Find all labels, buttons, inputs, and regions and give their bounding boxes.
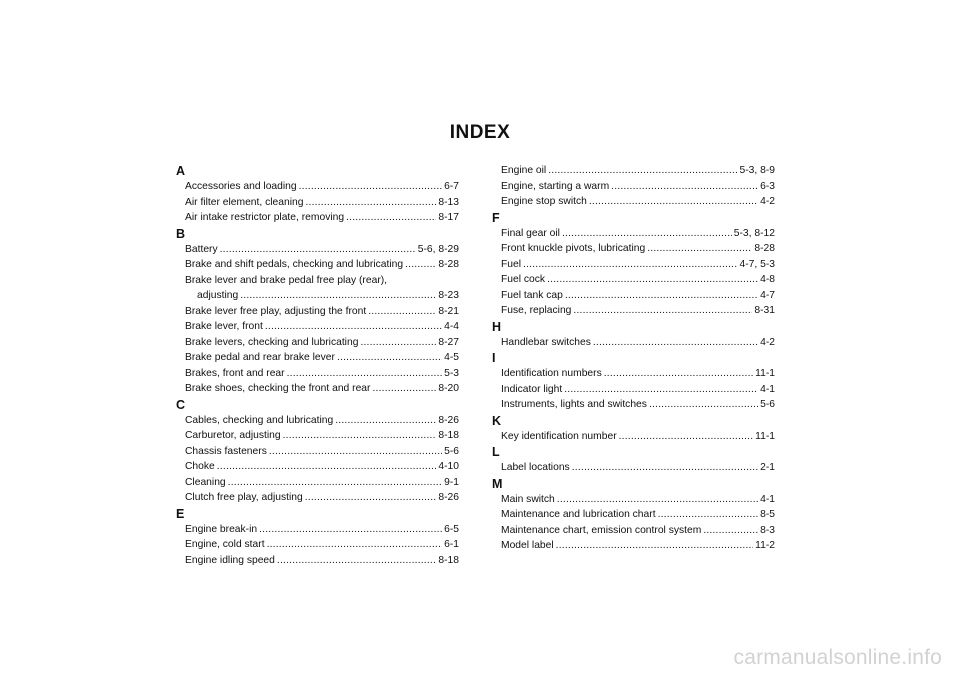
entry-label: Clutch free play, adjusting [185, 492, 303, 503]
entry-page: 8-27 [438, 336, 459, 348]
entry-page: 8-26 [438, 414, 459, 426]
section-letter-k: K [492, 413, 502, 428]
entry-label: Cables, checking and lubricating [185, 414, 334, 426]
entry-label: Label locations [501, 462, 570, 473]
index-entry [176, 413, 459, 429]
entry-label: Identification numbers [501, 368, 602, 379]
index-entry [176, 366, 459, 382]
index-entry [492, 507, 775, 523]
entry-page: 5-3, 8-9 [739, 165, 775, 176]
index-entry [492, 397, 775, 413]
section-letter-i: I [492, 351, 496, 365]
entry-label: Fuel cock [501, 274, 546, 285]
index-entry [492, 382, 775, 398]
entry-page: 5-3 [444, 367, 459, 379]
entry-page: 11-2 [755, 540, 775, 551]
index-entry [492, 303, 775, 319]
entry-page: 4-10 [438, 461, 459, 472]
index-entry [492, 179, 775, 195]
entry-label: Key identification number [501, 430, 617, 442]
index-entry [492, 194, 775, 210]
entry-page: 4-1 [760, 383, 775, 395]
entry-page: 8-31 [754, 305, 775, 316]
entry-page: 4-5 [444, 352, 459, 363]
entry-page: 8-20 [438, 383, 459, 394]
entry-label: Brake lever free play, adjusting the front [185, 305, 367, 317]
index-entry [492, 241, 775, 257]
entry-label: Air intake restrictor plate, removing [185, 212, 345, 223]
entry-label: Cleaning [185, 476, 226, 488]
entry-label: Brake pedal and rear brake lever [185, 352, 335, 363]
section-letter-l: L [492, 445, 500, 459]
entry-label: Final gear oil [501, 227, 560, 239]
entry-label: Instruments, lights and switches [501, 399, 647, 410]
index-entry [492, 429, 775, 445]
section-letter-c: C [176, 397, 186, 412]
entry-page: 8-23 [438, 290, 459, 301]
entry-page: 4-2 [760, 196, 775, 207]
index-entry [176, 553, 459, 569]
index-entry [176, 444, 459, 460]
index-entry [176, 350, 459, 366]
entry-page: 8-28 [438, 259, 459, 270]
entry-label: Maintenance and lubrication chart [501, 509, 656, 520]
entry-page: 6-3 [760, 180, 775, 192]
index-entry [176, 381, 459, 397]
entry-label: Brakes, front and rear [185, 367, 285, 379]
entry-label: Brake levers, checking and lubricating [185, 336, 359, 348]
entry-label: Engine, starting a warm [501, 180, 610, 192]
index-entry [176, 242, 459, 258]
entry-page: 8-18 [438, 554, 459, 566]
index-entry [176, 179, 459, 195]
index-entry [176, 459, 459, 475]
entry-label: Chassis fasteners [185, 445, 267, 457]
entry-label: Handlebar switches [501, 336, 591, 348]
entry-page: 11-1 [755, 368, 775, 379]
section-letter-h: H [492, 319, 502, 334]
index-entry [492, 163, 775, 179]
entry-page: 8-21 [438, 305, 459, 317]
entry-page: 6-5 [444, 523, 459, 535]
entry-label: Brake lever, front [185, 321, 263, 332]
entry-label: Accessories and loading [185, 181, 297, 192]
entry-page: 5-6, 8-29 [417, 243, 459, 255]
index-entry [492, 460, 775, 476]
entry-label: Engine idling speed [185, 554, 275, 566]
entry-page: 8-28 [754, 243, 775, 254]
entry-label: Battery [185, 243, 218, 255]
index-entry [176, 475, 459, 491]
entry-label: Fuse, replacing [501, 305, 572, 316]
index-entry [176, 522, 459, 538]
entry-page: 4-7 [760, 289, 775, 301]
index-entry [176, 288, 459, 304]
index-entry [176, 428, 459, 444]
section-letter-f: F [492, 210, 500, 225]
entry-label: Engine, cold start [185, 539, 265, 550]
entry-page: 2-1 [760, 462, 775, 473]
page-title: INDEX [449, 122, 511, 143]
entry-label: Model label [501, 540, 554, 551]
entry-page: 4-4 [444, 321, 459, 332]
entry-label: Maintenance chart, emission control system [501, 524, 702, 536]
entry-page: 5-3, 8-12 [733, 227, 775, 239]
entry-page: 4-2 [760, 336, 775, 348]
entry-page: 4-8 [760, 274, 775, 285]
index-entry [176, 210, 459, 226]
section-letter-m: M [492, 476, 503, 491]
entry-page: 4-1 [760, 493, 775, 505]
entry-label: Indicator light [501, 383, 563, 395]
index-entry [176, 273, 459, 289]
index-entry [176, 319, 459, 335]
index-entry [176, 537, 459, 553]
entry-page: 8-26 [438, 492, 459, 503]
entry-label: Brake and shift pedals, checking and lubricating [185, 259, 404, 270]
index-entry [492, 366, 775, 382]
entry-page: 4-7, 5-3 [739, 258, 775, 270]
entry-page: 8-17 [438, 212, 459, 223]
entry-page: 6-7 [444, 181, 459, 192]
index-entry [492, 538, 775, 554]
index-entry [492, 257, 775, 273]
entry-page: 6-1 [444, 539, 459, 550]
entry-page: 9-1 [444, 476, 459, 488]
watermark-link[interactable]: carmanualsonline.info [733, 646, 942, 669]
index-entry [492, 272, 775, 288]
entry-label: Main switch [501, 493, 555, 505]
index-entry [492, 523, 775, 539]
entry-page: 8-5 [760, 509, 775, 520]
entry-page: 8-18 [438, 430, 459, 441]
index-entry [176, 335, 459, 351]
index-entry [492, 335, 775, 351]
index-entry [176, 304, 459, 320]
index-column-left [176, 163, 459, 568]
entry-page: 5-6 [444, 445, 459, 457]
entry-label: Brake shoes, checking the front and rear [185, 383, 371, 394]
entry-page: 11-1 [755, 430, 775, 442]
section-letter-b: B [176, 226, 186, 241]
entry-page: 8-3 [760, 524, 775, 536]
section-letter-a: A [176, 164, 186, 178]
entry-label: Choke [185, 461, 215, 472]
entry-label: Front knuckle pivots, lubricating [501, 243, 646, 254]
index-entry [176, 195, 459, 211]
entry-label: Engine oil [501, 165, 547, 176]
entry-label: Brake lever and brake pedal free play (rear), [185, 274, 388, 286]
index-entry [492, 492, 775, 508]
index-entry [176, 490, 459, 506]
entry-label: Fuel [501, 258, 522, 270]
entry-label: adjusting [197, 290, 239, 301]
section-letter-e: E [176, 506, 185, 521]
index-entry [176, 257, 459, 273]
entry-label: Engine stop switch [501, 196, 587, 207]
entry-label: Carburetor, adjusting [185, 430, 281, 441]
entry-label: Fuel tank cap [501, 289, 563, 301]
index-entry [492, 226, 775, 242]
index-column-right [492, 163, 775, 554]
index-entry [492, 288, 775, 304]
entry-page: 5-6 [760, 399, 775, 410]
entry-page: 8-13 [438, 196, 459, 208]
entry-label: Air filter element, cleaning [185, 196, 304, 208]
entry-label: Engine break-in [185, 523, 258, 535]
